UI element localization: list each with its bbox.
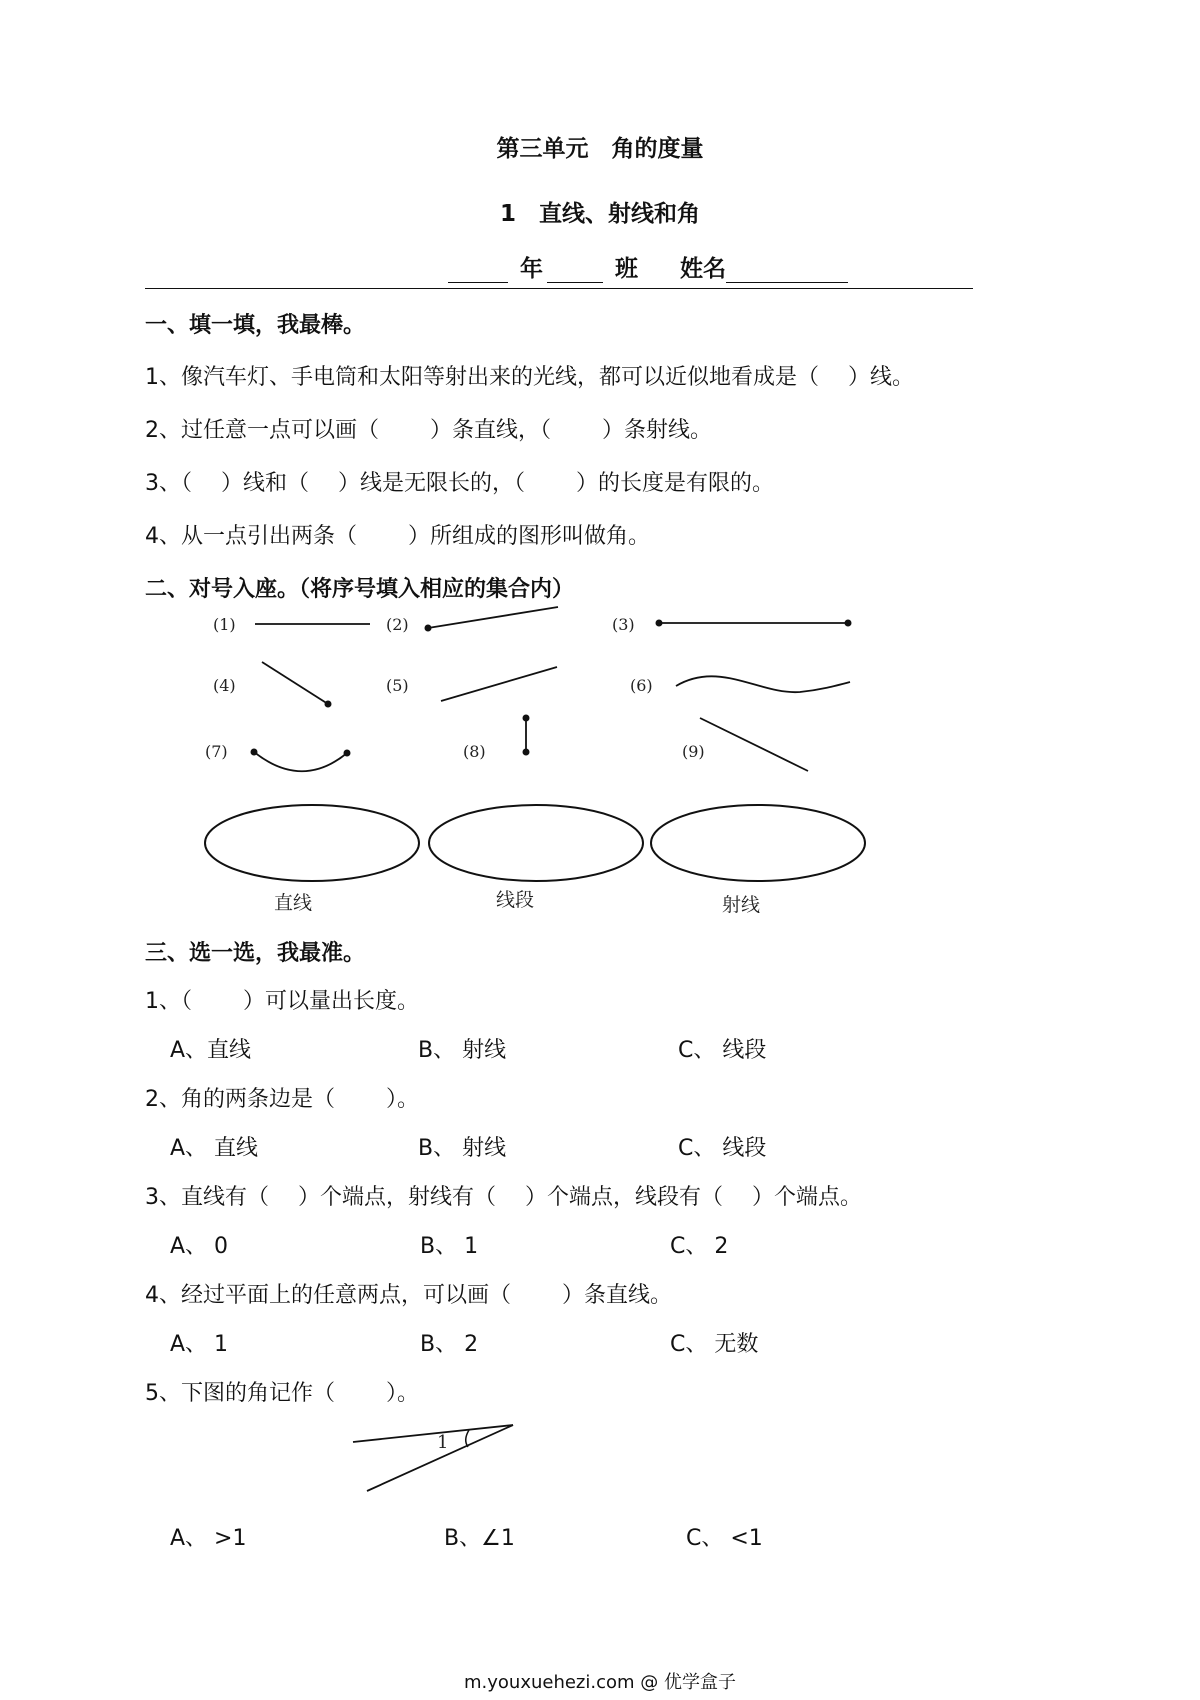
choice-q5-option-b[interactable]: B、∠1 bbox=[444, 1526, 515, 1551]
choice-q4-option-b[interactable]: B、 2 bbox=[420, 1332, 479, 1357]
choice-q2-option-a[interactable]: A、 直线 bbox=[170, 1136, 259, 1161]
fill-question-2: 2、过任意一点可以画（ ）条直线，（ ）条射线。 bbox=[145, 418, 712, 443]
unit-title: 第三单元 角的度量 bbox=[496, 136, 704, 162]
figure-9-line bbox=[700, 718, 808, 771]
section3-heading: 三、选一选，我最准。 bbox=[145, 941, 366, 966]
figure-6-curve bbox=[676, 676, 850, 692]
section1-heading: 一、填一填，我最棒。 bbox=[145, 313, 366, 338]
footer-watermark: m.youxuehezi.com @ 优学盒子 bbox=[463, 1672, 736, 1693]
choice-q5-option-a[interactable]: A、 >1 bbox=[170, 1526, 247, 1551]
figure-label-8: (8) bbox=[463, 742, 486, 761]
set-label-ray: 射线 bbox=[722, 894, 761, 916]
choice-question-4: 4、经过平面上的任意两点，可以画（ ）条直线。 bbox=[145, 1283, 672, 1308]
figure-label-2: (2) bbox=[386, 615, 409, 634]
figure-8-endpoint-a bbox=[523, 715, 530, 722]
figure-label-9: (9) bbox=[682, 742, 705, 761]
set-ellipse-ray bbox=[651, 805, 865, 881]
figure-label-3: (3) bbox=[612, 615, 635, 634]
section2-heading: 二、对号入座。（将序号填入相应的集合内） bbox=[145, 577, 575, 602]
figure-4-endpoint bbox=[325, 701, 332, 708]
name-label: 姓名 bbox=[680, 256, 727, 282]
figure-label-1: (1) bbox=[213, 615, 236, 634]
choice-question-2: 2、角的两条边是（ ）。 bbox=[145, 1087, 419, 1112]
figure-7-endpoint-a bbox=[251, 749, 258, 756]
lesson-title: 1 直线、射线和角 bbox=[499, 201, 700, 227]
choice-q2-option-b[interactable]: B、 射线 bbox=[418, 1136, 507, 1161]
figure-5-line bbox=[441, 667, 557, 701]
figure-7-arc bbox=[254, 752, 347, 771]
fill-question-4: 4、从一点引出两条（ ）所组成的图形叫做角。 bbox=[145, 524, 650, 549]
grade-label: 年 bbox=[520, 256, 544, 282]
choice-q4-option-c[interactable]: C、 无数 bbox=[670, 1332, 759, 1357]
figure-3-endpoint-b bbox=[845, 620, 852, 627]
figure-8-endpoint-b bbox=[523, 749, 530, 756]
figure-2-endpoint bbox=[425, 625, 432, 632]
choice-q3-option-a[interactable]: A、 0 bbox=[170, 1234, 229, 1259]
figure-label-5: (5) bbox=[386, 676, 409, 695]
figure-label-7: (7) bbox=[205, 742, 228, 761]
set-ellipse-segment bbox=[429, 805, 643, 881]
choice-q2-option-c[interactable]: C、 线段 bbox=[678, 1136, 767, 1161]
choice-question-3: 3、直线有（ ）个端点，射线有（ ）个端点，线段有（ ）个端点。 bbox=[145, 1185, 862, 1210]
figure-3-endpoint-a bbox=[656, 620, 663, 627]
set-label-line: 直线 bbox=[274, 892, 313, 914]
class-label: 班 bbox=[615, 256, 639, 282]
figure-2-ray bbox=[428, 607, 558, 628]
choice-q5-option-c[interactable]: C、 <1 bbox=[686, 1526, 763, 1551]
choice-q1-option-a[interactable]: A、直线 bbox=[170, 1038, 252, 1063]
choice-question-1: 1、（ ）可以量出长度。 bbox=[145, 989, 419, 1014]
figure-7-endpoint-b bbox=[344, 750, 351, 757]
fill-question-1: 1、像汽车灯、手电筒和太阳等射出来的光线，都可以近似地看成是（ ）线。 bbox=[145, 365, 914, 390]
choice-q4-option-a[interactable]: A、 1 bbox=[170, 1332, 229, 1357]
choice-q1-option-b[interactable]: B、 射线 bbox=[418, 1038, 507, 1063]
choice-q3-option-b[interactable]: B、 1 bbox=[420, 1234, 479, 1259]
figure-label-6: (6) bbox=[630, 676, 653, 695]
choice-q3-option-c[interactable]: C、 2 bbox=[670, 1234, 729, 1259]
set-label-segment: 线段 bbox=[496, 889, 535, 911]
choice-question-5: 5、下图的角记作（ ）。 bbox=[145, 1381, 419, 1406]
figure-4-ray bbox=[262, 662, 328, 704]
choice-q1-option-c[interactable]: C、 线段 bbox=[678, 1038, 767, 1063]
figure-label-4: (4) bbox=[213, 676, 236, 695]
angle-arm-upper bbox=[353, 1425, 513, 1442]
set-ellipse-line bbox=[205, 805, 419, 881]
fill-question-3: 3、（ ）线和（ ）线是无限长的，（ ）的长度是有限的。 bbox=[145, 471, 774, 496]
angle-label: 1 bbox=[437, 1432, 449, 1453]
